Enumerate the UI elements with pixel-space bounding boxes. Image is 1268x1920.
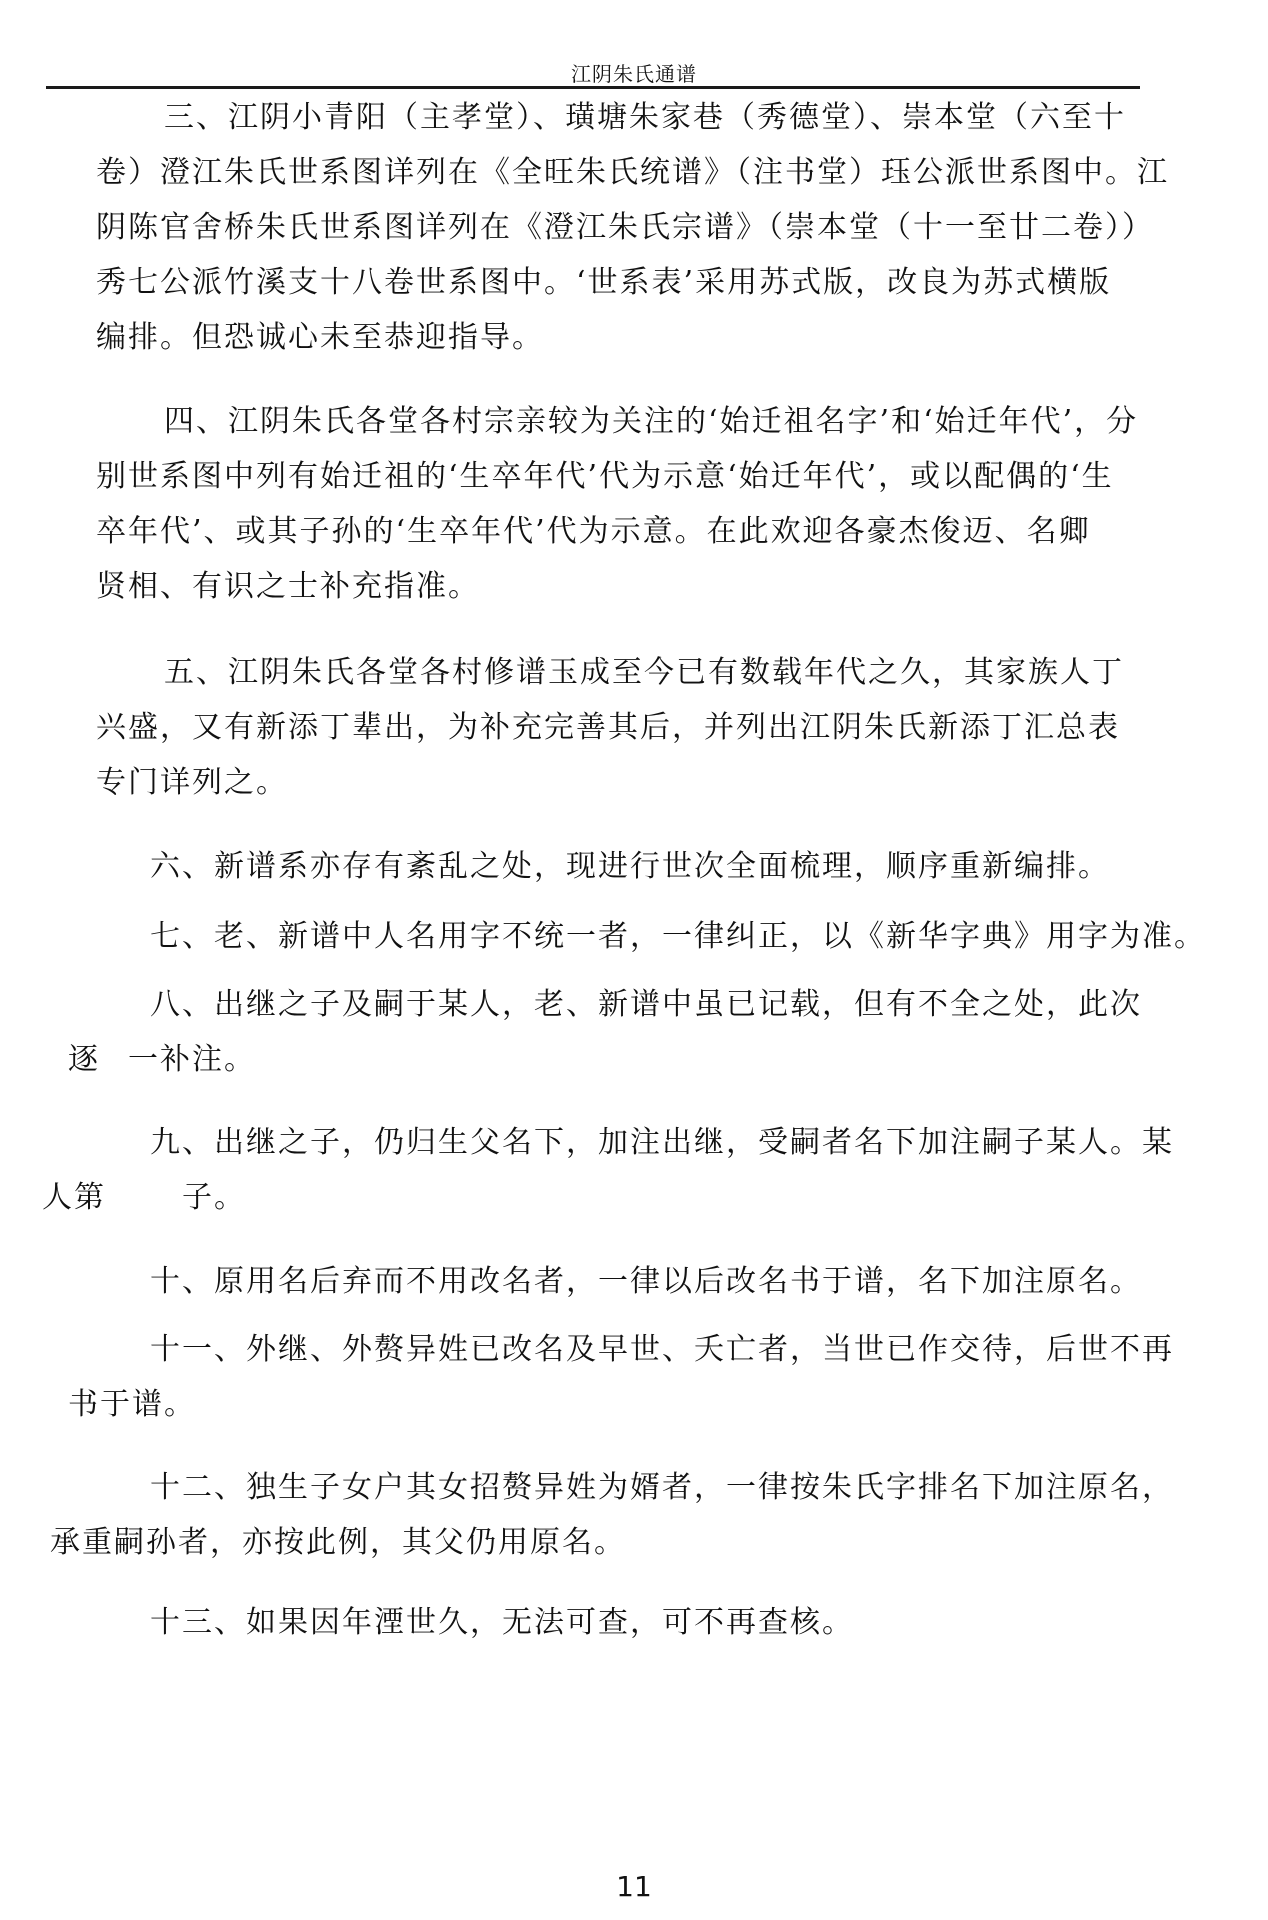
section-6-line-1: 六、新谱系亦存有紊乱之处，现进行世次全面梳理，顺序重新编排。: [150, 849, 1110, 884]
section-11-line-1: 十一、外继、外赘异姓已改名及早世、夭亡者，当世已作交待，后世不再: [150, 1332, 1174, 1367]
header-divider: [46, 86, 1140, 89]
section-8-line-2-end: 一补注。: [128, 1042, 256, 1077]
section-5-line-1: 五、江阴朱氏各堂各村修谱玉成至今已有数载年代之久，其家族人丁: [164, 655, 1124, 690]
section-3-line-4: 秀七公派竹溪支十八卷世系图中。‘世系表’采用苏式版，改良为苏式横版: [96, 265, 1112, 300]
section-5-line-3: 专门详列之。: [96, 765, 288, 800]
section-5-line-2: 兴盛，又有新添丁辈出，为补充完善其后，并列出江阴朱氏新添丁汇总表: [96, 710, 1120, 745]
section-9-line-2-start: 人第: [42, 1180, 106, 1215]
page-number: 11: [616, 1870, 652, 1903]
page-header-title: 江阴朱氏通谱: [571, 62, 697, 86]
section-12-line-2: 承重嗣孙者，亦按此例，其父仍用原名。: [50, 1525, 626, 1560]
section-4-line-2: 别世系图中列有始迁祖的‘生卒年代’代为示意‘始迁年代’，或以配偶的‘生: [96, 459, 1114, 494]
section-4-line-3: 卒年代’、或其子孙的‘生卒年代’代为示意。在此欢迎各豪杰俊迈、名卿: [96, 514, 1091, 549]
section-7-line-1: 七、老、新谱中人名用字不统一者，一律纠正，以《新华字典》用字为准。: [150, 919, 1206, 954]
section-4-line-4: 贤相、有识之士补充指准。: [96, 569, 480, 604]
section-9-line-2-end: 子。: [182, 1180, 246, 1215]
section-11-line-2: 书于谱。: [68, 1387, 196, 1422]
section-12-line-1: 十二、独生子女户其女招赘异姓为婿者，一律按朱氏字排名下加注原名，: [150, 1470, 1174, 1505]
section-8-line-2-start: 逐: [68, 1042, 100, 1077]
section-13-line-1: 十三、如果因年湮世久，无法可查，可不再查核。: [150, 1605, 854, 1640]
section-8-line-1: 八、出继之子及嗣于某人，老、新谱中虽已记载，但有不全之处，此次: [150, 987, 1142, 1022]
section-9-line-1: 九、出继之子，仍归生父名下，加注出继，受嗣者名下加注嗣子某人。某: [150, 1125, 1174, 1160]
section-3-line-3: 阴陈官舍桥朱氏世系图详列在《澄江朱氏宗谱》（崇本堂（十一至廿二卷））: [96, 210, 1154, 245]
section-3-line-2: 卷）澄江朱氏世系图详列在《全旺朱氏统谱》（注书堂）珏公派世系图中。江: [96, 155, 1169, 190]
section-3-line-5: 编排。但恐诚心未至恭迎指导。: [96, 320, 544, 355]
section-10-line-1: 十、原用名后弃而不用改名者，一律以后改名书于谱，名下加注原名。: [150, 1264, 1142, 1299]
section-4-line-1: 四、江阴朱氏各堂各村宗亲较为关注的‘始迁祖名字’和‘始迁年代’，分: [164, 404, 1139, 439]
section-3-line-1: 三、江阴小青阳（主孝堂）、璜塘朱家巷（秀德堂）、崇本堂（六至十: [164, 100, 1126, 135]
